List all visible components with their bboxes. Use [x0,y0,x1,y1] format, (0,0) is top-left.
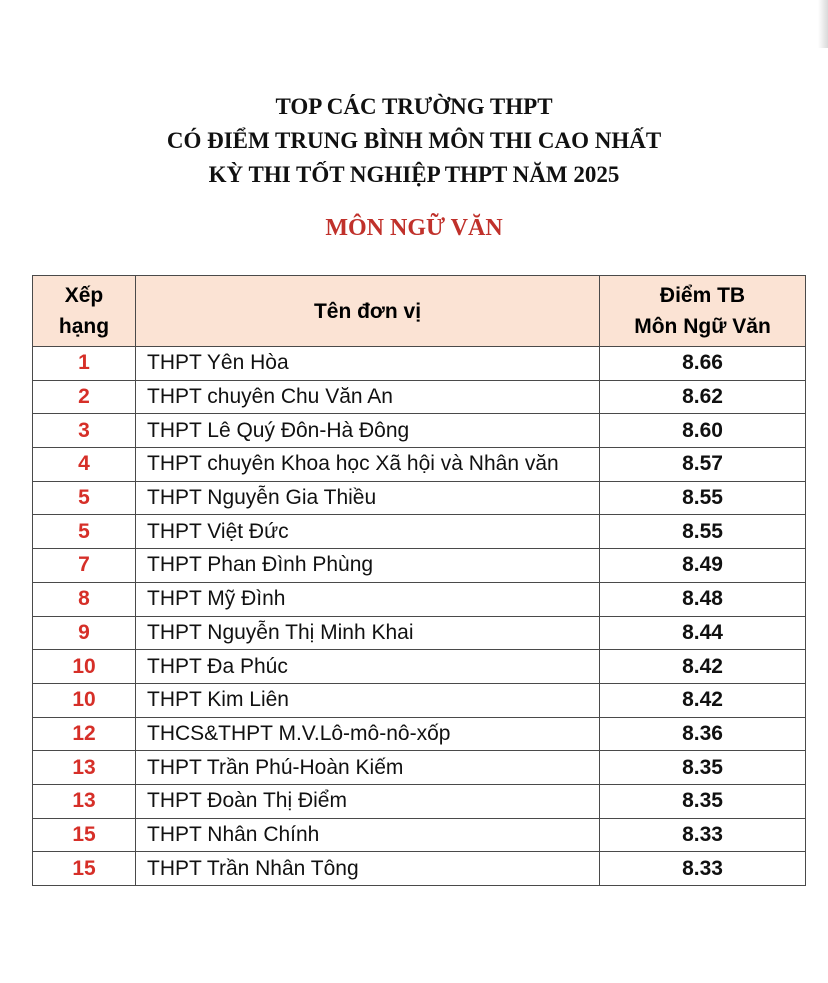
school-name-cell: THPT Mỹ Đình [136,582,600,616]
table-row [33,582,806,616]
rank-cell: 15 [33,852,136,886]
rank-cell: 2 [33,380,136,414]
score-cell: 8.36 [600,717,806,751]
rank-cell: 12 [33,717,136,751]
score-cell: 8.42 [600,650,806,684]
rank-cell: 1 [33,347,136,381]
header-row [33,276,806,347]
school-name-cell: THPT Yên Hòa [136,347,600,381]
rank-cell: 13 [33,751,136,785]
table-row [33,818,806,852]
school-name-cell: THPT Lê Quý Đôn-Hà Đông [136,414,600,448]
score-cell: 8.57 [600,448,806,482]
rank-cell: 13 [33,784,136,818]
score-cell: 8.60 [600,414,806,448]
score-column-header [600,276,806,347]
score-header-line-1: Điểm TB [659,284,746,307]
school-name-cell: THPT Nguyễn Gia Thiều [136,481,600,515]
score-cell: 8.33 [600,852,806,886]
school-name-cell: THPT Nhân Chính [136,818,600,852]
rank-cell: 3 [33,414,136,448]
ranking-table [32,275,806,886]
school-name-cell: THPT Việt Đức [136,515,600,549]
rank-cell: 5 [33,515,136,549]
table-row [33,784,806,818]
document-title [0,90,828,192]
score-cell: 8.66 [600,347,806,381]
ranking-table-body [33,347,806,886]
school-name-cell: THPT Trần Nhân Tông [136,852,600,886]
rank-cell: 15 [33,818,136,852]
rank-cell: 10 [33,683,136,717]
name-header-label: Tên đơn vị [313,299,422,323]
table-row [33,414,806,448]
score-cell: 8.35 [600,784,806,818]
score-cell: 8.49 [600,549,806,583]
school-name-cell: THPT chuyên Chu Văn An [136,380,600,414]
score-header-line-2: Môn Ngữ Văn [634,315,771,338]
title-line-1: TOP CÁC TRƯỜNG THPT [275,94,553,119]
school-name-cell: THPT Nguyễn Thị Minh Khai [136,616,600,650]
table-row [33,380,806,414]
table-row [33,515,806,549]
score-cell: 8.55 [600,515,806,549]
table-row [33,717,806,751]
table-row [33,683,806,717]
table-row [33,347,806,381]
school-name-cell: THPT Trần Phú-Hoàn Kiếm [136,751,600,785]
score-cell: 8.33 [600,818,806,852]
school-name-cell: THCS&THPT M.V.Lô-mô-nô-xốp [136,717,600,751]
page-edge-shadow [818,0,828,48]
school-name-cell: THPT Đa Phúc [136,650,600,684]
table-row [33,852,806,886]
rank-column-header [33,276,136,347]
table-row [33,549,806,583]
table-row [33,448,806,482]
table-row [33,616,806,650]
score-cell: 8.48 [600,582,806,616]
rank-cell: 9 [33,616,136,650]
rank-cell: 8 [33,582,136,616]
score-cell: 8.42 [600,683,806,717]
ranking-table-header [33,276,806,347]
score-cell: 8.62 [600,380,806,414]
name-column-header [136,276,600,347]
table-row [33,751,806,785]
rank-cell: 7 [33,549,136,583]
table-row [33,481,806,515]
rank-header-line-1: Xếp [64,284,104,307]
score-cell: 8.44 [600,616,806,650]
subject-title: MÔN NGỮ VĂN [325,215,503,241]
title-line-3: KỲ THI TỐT NGHIỆP THPT NĂM 2025 [208,162,620,187]
score-cell: 8.55 [600,481,806,515]
school-name-cell: THPT chuyên Khoa học Xã hội và Nhân văn [136,448,600,482]
score-cell: 8.35 [600,751,806,785]
table-row [33,650,806,684]
school-name-cell: THPT Kim Liên [136,683,600,717]
school-name-cell: THPT Phan Đình Phùng [136,549,600,583]
rank-cell: 10 [33,650,136,684]
school-name-cell: THPT Đoàn Thị Điểm [136,784,600,818]
rank-header-line-2: hạng [58,315,110,338]
rank-cell: 5 [33,481,136,515]
rank-cell: 4 [33,448,136,482]
title-line-2: CÓ ĐIỂM TRUNG BÌNH MÔN THI CAO NHẤT [166,128,662,153]
